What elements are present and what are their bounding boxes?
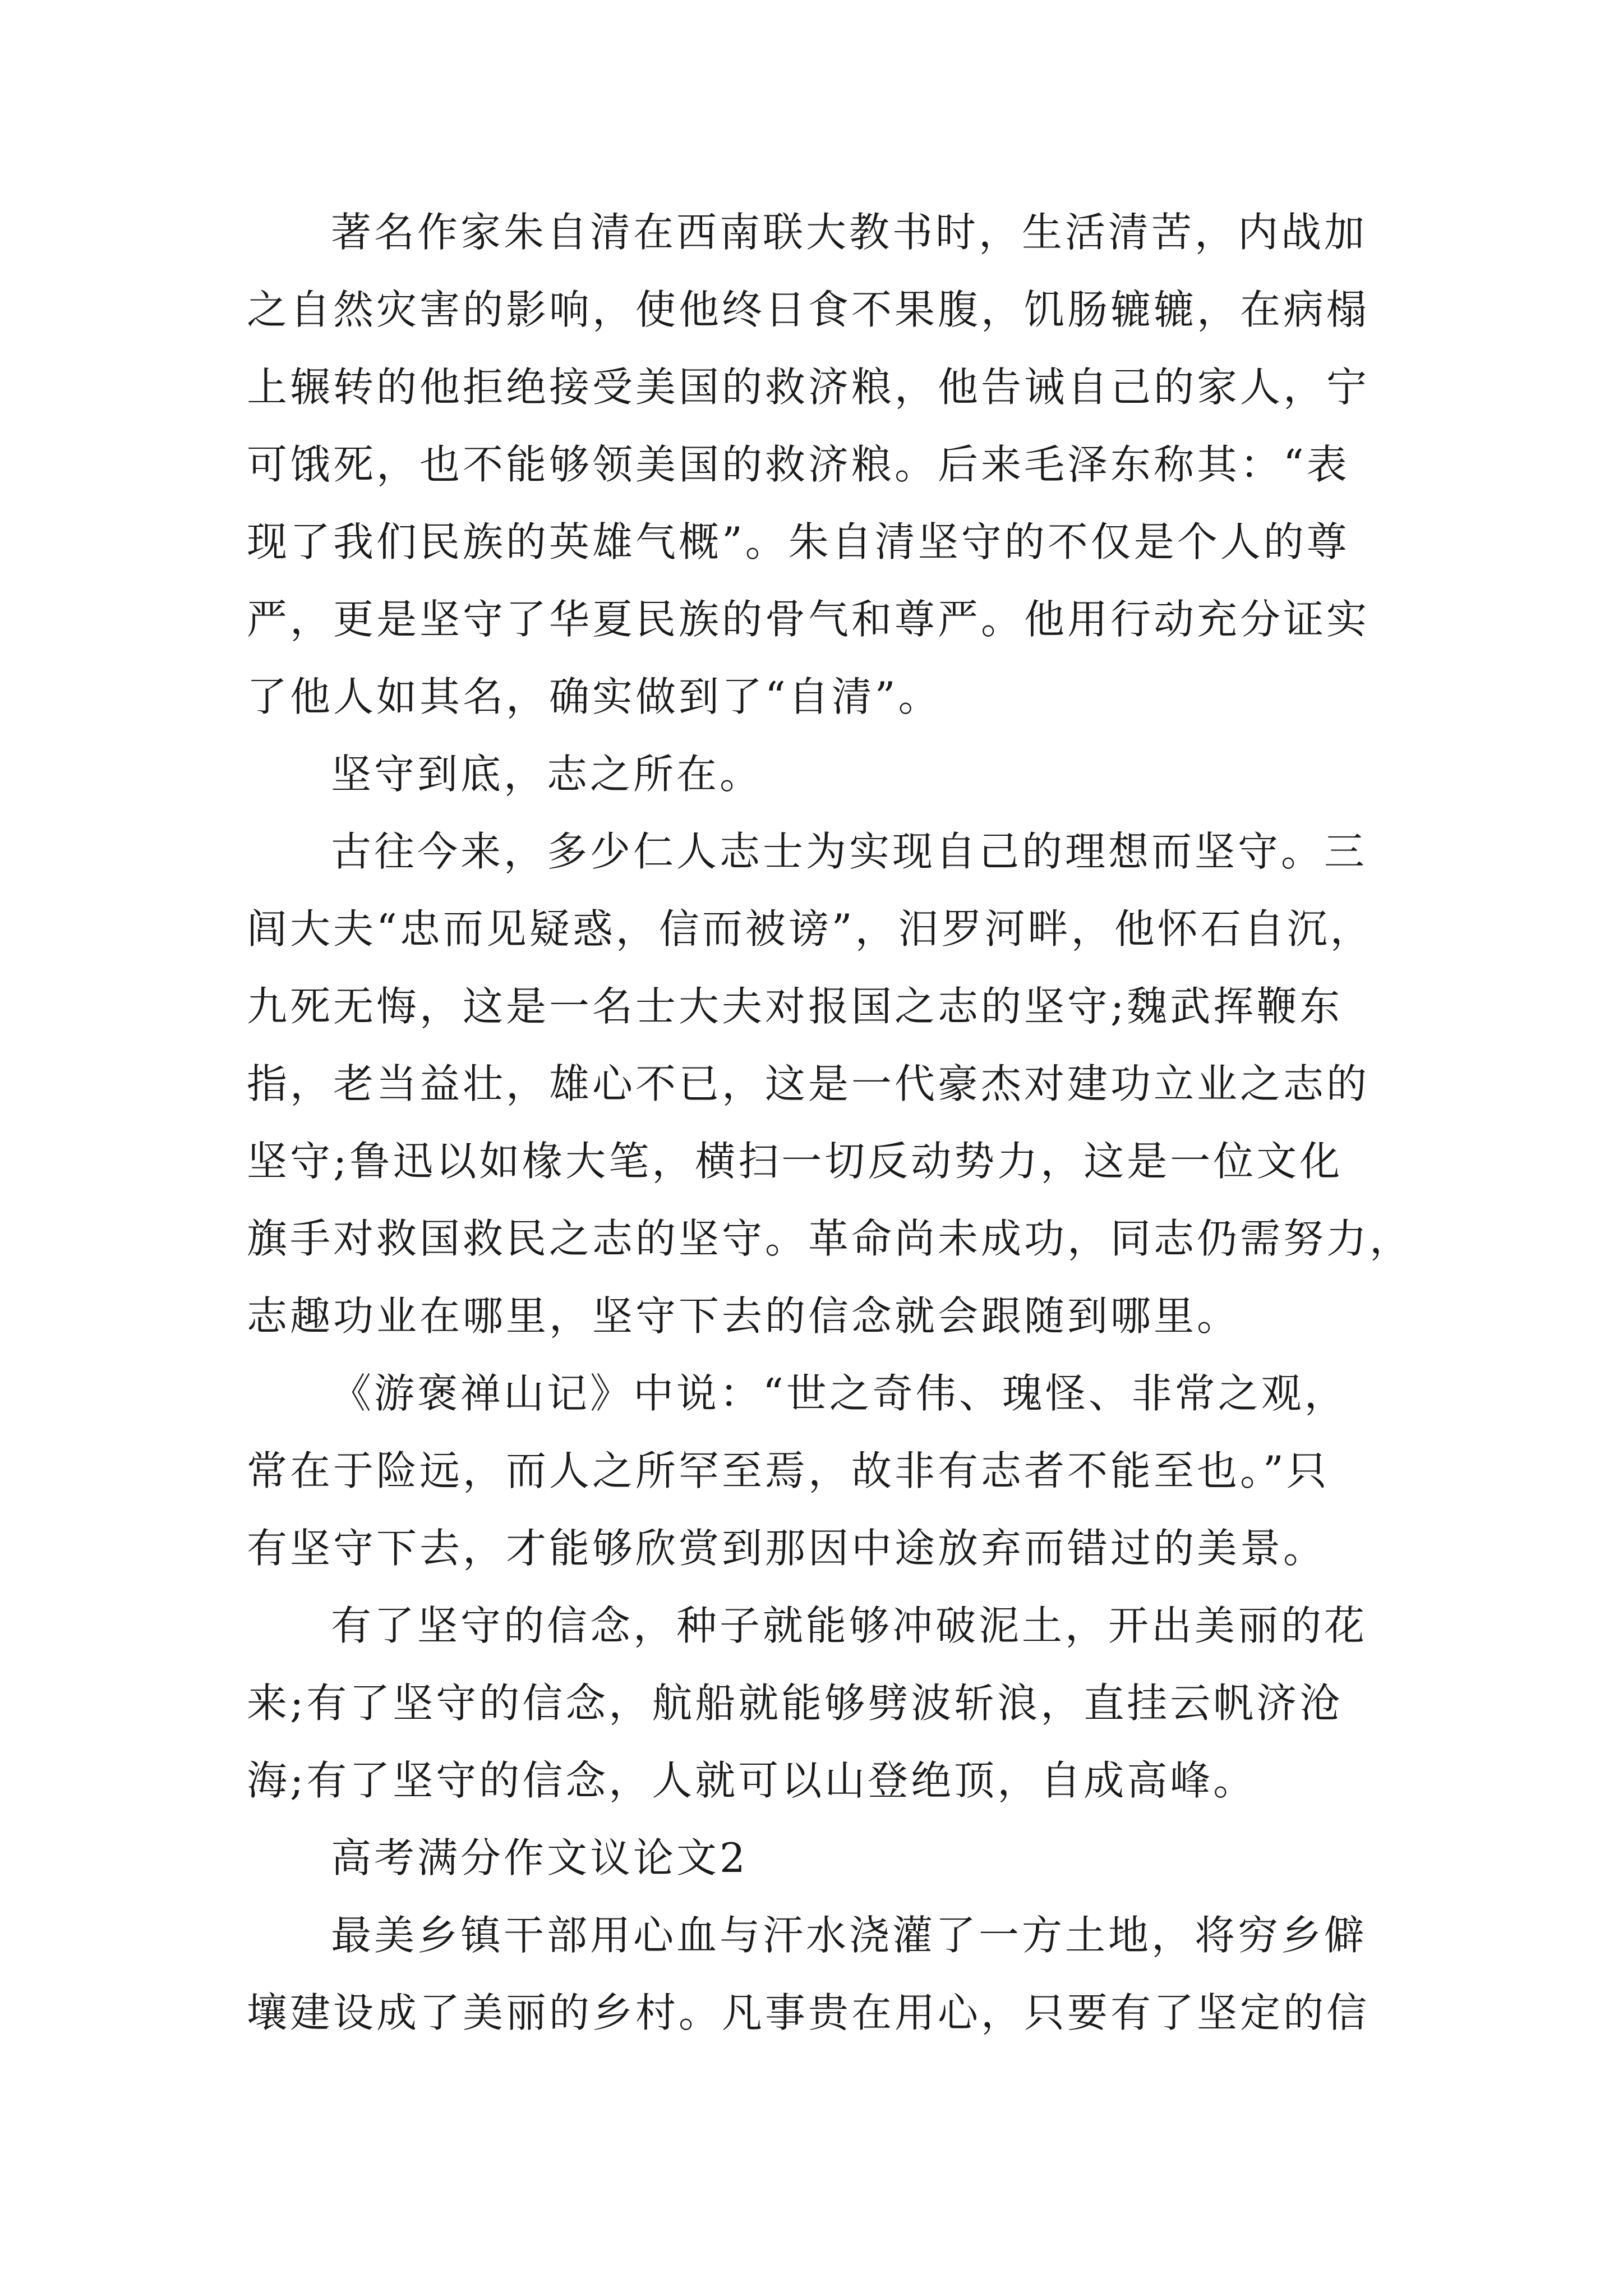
text-line: 了他人如其名，确实做到了“自清”。 <box>247 673 942 720</box>
text-line: 最美乡镇干部用心血与汗水浇灌了一方土地，将穷乡僻 <box>331 1912 1368 1959</box>
text-line: 壤建设成了美丽的乡村。凡事贵在用心，只要有了坚定的信 <box>247 1989 1370 2036</box>
text-line: 来;有了坚守的信念，航船就能够劈波斩浪，直挂云帆济沧 <box>247 1680 1343 1727</box>
text-line: 坚守;鲁迅以如椽大笔，横扫一切反动势力，这是一位文化 <box>247 1138 1343 1185</box>
text-line: 《游褒禅山记》中说：“世之奇伟、瑰怪、非常之观， <box>331 1370 1348 1417</box>
section-heading: 高考满分作文议论文2 <box>331 1834 748 1881</box>
text-line: 有坚守下去，才能够欣赏到那因中途放弃而错过的美景。 <box>247 1525 1327 1572</box>
text-line: 著名作家朱自清在西南联大教书时，生活清苦，内战加 <box>331 209 1368 256</box>
text-line: 闾大夫“忠而见疑惑，信而被谤”，汨罗河畔，他怀石自沉， <box>247 905 1373 953</box>
text-line: 志趣功业在哪里，坚守下去的信念就会跟随到哪里。 <box>247 1292 1241 1340</box>
text-line: 海;有了坚守的信念，人就可以山登绝顶，自成高峰。 <box>247 1757 1257 1804</box>
text-line: 现了我们民族的英雄气概”。朱自清坚守的不仅是个人的尊 <box>247 518 1350 565</box>
text-line: 可饿死，也不能够领美国的救济粮。后来毛泽东称其：“表 <box>247 441 1350 488</box>
text-line: 之自然灾害的影响，使他终日食不果腹，饥肠辘辘，在病榻 <box>247 286 1370 333</box>
text-line: 指，老当益壮，雄心不已，这是一代豪杰对建功立业之志的 <box>247 1060 1370 1107</box>
document-body <box>247 194 1419 2051</box>
text-line: 九死无悔，这是一名士大夫对报国之志的坚守;魏武挥鞭东 <box>247 983 1343 1030</box>
text-line: 常在于险远，而人之所罕至焉，故非有志者不能至也。”只 <box>247 1447 1330 1494</box>
text-line: 有了坚守的信念，种子就能够冲破泥土，开出美丽的花 <box>331 1602 1368 1649</box>
text-line: 严，更是坚守了华夏民族的骨气和尊严。他用行动充分证实 <box>247 596 1370 643</box>
text-line: 古往今来，多少仁人志士为实现自己的理想而坚守。三 <box>331 828 1368 875</box>
text-line: 上辗转的他拒绝接受美国的救济粮，他告诫自己的家人，宁 <box>247 364 1370 411</box>
text-line: 坚守到底，志之所在。 <box>331 751 763 798</box>
text-line: 旗手对救国救民之志的坚守。革命尚未成功，同志仍需努力， <box>247 1215 1413 1262</box>
